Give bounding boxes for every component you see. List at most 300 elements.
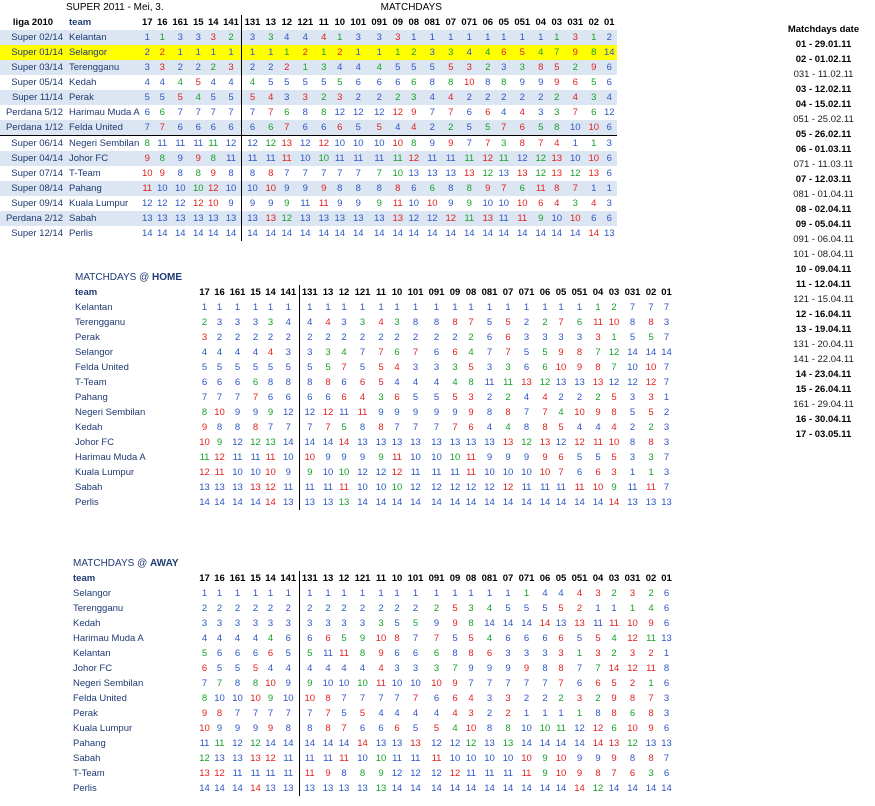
position-cell: 2 <box>542 693 548 704</box>
position-cell: 13 <box>391 738 403 749</box>
main-col-17: 17 <box>141 17 153 28</box>
team-name: Pahang <box>66 181 140 196</box>
away-col-17: 17 <box>199 573 210 584</box>
position-cell: 5 <box>285 362 291 373</box>
position-cell: 8 <box>267 377 274 388</box>
position-cell: 2 <box>629 678 636 689</box>
liga-2010-cell: Super 09/14 <box>11 198 63 209</box>
position-cell: 1 <box>140 30 155 45</box>
position-cell: 8 <box>629 693 636 704</box>
position-cell: 10 <box>391 482 403 493</box>
position-cell: 1 <box>279 45 295 60</box>
position-cell: 10 <box>299 691 320 706</box>
position-cell: 12 <box>533 151 549 166</box>
position-cell: 7 <box>337 168 343 179</box>
position-cell: 10 <box>282 693 294 704</box>
position-cell: 10 <box>484 753 495 764</box>
position-cell: 9 <box>542 768 548 779</box>
position-cell: 7 <box>595 663 601 674</box>
position-cell: 12 <box>192 198 204 209</box>
position-cell: 2 <box>394 332 400 343</box>
position-cell: 4 <box>433 708 440 719</box>
position-cell: 6 <box>663 723 670 734</box>
position-cell: 3 <box>406 90 422 105</box>
position-cell: 3 <box>538 107 544 118</box>
position-cell: 5 <box>549 60 565 75</box>
position-cell: 1 <box>611 603 617 614</box>
team-name: Harimau Muda A <box>73 633 144 644</box>
position-cell: 13 <box>232 753 243 764</box>
position-cell: 6 <box>611 723 617 734</box>
position-cell: 5 <box>629 332 636 343</box>
position-cell: 7 <box>412 693 419 704</box>
position-cell: 13 <box>645 497 657 508</box>
position-cell: 9 <box>486 663 493 674</box>
team-name: Selangor <box>75 347 114 358</box>
position-cell: 8 <box>452 648 458 659</box>
position-cell: 10 <box>214 693 225 704</box>
position-cell: 2 <box>468 332 474 343</box>
home-col-04: 04 <box>592 287 604 298</box>
position-cell: 14 <box>539 783 551 794</box>
position-cell: 4 <box>394 708 400 719</box>
position-cell: 1 <box>486 302 493 313</box>
position-cell: 4 <box>191 90 206 105</box>
position-cell: 7 <box>140 120 155 136</box>
position-cell: 4 <box>378 708 384 719</box>
position-cell: 6 <box>394 392 400 403</box>
position-cell: 6 <box>512 120 533 136</box>
position-cell: 1 <box>234 302 241 313</box>
position-cell: 11 <box>283 768 294 779</box>
position-cell: 14 <box>661 347 672 358</box>
position-cell: 9 <box>433 407 440 418</box>
position-cell: 12 <box>502 482 514 493</box>
position-cell: 9 <box>267 693 274 704</box>
position-cell: 1 <box>252 588 259 599</box>
position-cell: 2 <box>252 332 259 343</box>
position-cell: 1 <box>496 30 512 45</box>
team-name: Negeri Sembilan <box>75 407 146 418</box>
position-cell: 12 <box>279 211 295 226</box>
position-cell: 7 <box>321 168 327 179</box>
team-name: Pahang <box>73 738 106 749</box>
position-cell: 4 <box>144 77 150 88</box>
position-cell: 14 <box>608 497 620 508</box>
position-cell: 2 <box>486 392 493 403</box>
home-col-051: 051 <box>571 287 588 298</box>
position-cell: 1 <box>533 30 549 45</box>
position-cell: 4 <box>406 120 422 136</box>
position-cell: 3 <box>629 452 636 463</box>
position-cell: 7 <box>565 181 586 196</box>
position-cell: 2 <box>191 60 206 75</box>
position-cell: 14 <box>608 783 620 794</box>
position-cell: 2 <box>595 392 601 403</box>
position-cell: 5 <box>394 618 400 629</box>
position-cell: 3 <box>394 663 400 674</box>
position-cell: 14 <box>592 497 604 508</box>
position-cell: 13 <box>338 783 350 794</box>
position-cell: 14 <box>207 228 219 239</box>
position-cell: 3 <box>341 618 347 629</box>
position-cell: 10 <box>242 181 263 196</box>
position-cell: 5 <box>629 407 636 418</box>
position-cell: 6 <box>252 648 259 659</box>
position-cell: 13 <box>661 633 672 644</box>
position-cell: 12 <box>334 107 346 118</box>
position-cell: 7 <box>629 302 636 313</box>
position-cell: 2 <box>611 588 617 599</box>
away-row <box>70 781 674 796</box>
position-cell: 11 <box>214 738 225 749</box>
position-cell: 14 <box>555 497 567 508</box>
position-cell: 7 <box>234 708 241 719</box>
position-cell: 12 <box>480 151 496 166</box>
position-cell: 10 <box>465 753 477 764</box>
position-cell: 9 <box>268 198 274 209</box>
position-cell: 7 <box>267 708 274 719</box>
position-cell: 8 <box>505 723 511 734</box>
position-cell: 11 <box>299 766 320 781</box>
position-cell: 2 <box>285 603 291 614</box>
position-cell: 11 <box>646 482 656 493</box>
position-cell: 3 <box>576 332 583 343</box>
position-cell: 1 <box>422 30 443 45</box>
position-cell: 6 <box>663 588 670 599</box>
position-cell: 4 <box>422 90 443 105</box>
position-cell: 9 <box>542 452 548 463</box>
position-cell: 2 <box>263 60 279 75</box>
position-cell: 3 <box>523 648 530 659</box>
position-cell: 2 <box>433 603 440 614</box>
position-cell: 13 <box>155 211 170 226</box>
position-cell: 5 <box>234 663 241 674</box>
position-cell: 7 <box>252 392 259 403</box>
home-col-09: 09 <box>449 287 461 298</box>
position-cell: 8 <box>586 45 602 60</box>
matchday-date: 16 - 30.04.11 <box>795 414 852 425</box>
position-cell: 8 <box>177 168 183 179</box>
away-row <box>70 601 674 616</box>
position-cell: 14 <box>627 783 638 794</box>
position-cell: 11 <box>279 151 295 166</box>
position-cell: 10 <box>565 211 586 226</box>
matchday-date: 12 - 16.04.11 <box>795 309 852 320</box>
position-cell: 10 <box>250 693 261 704</box>
sheet-title: SUPER 2011 - Mei, 3. <box>66 2 164 13</box>
position-cell: 8 <box>486 723 493 734</box>
position-cell: 2 <box>221 30 242 45</box>
position-cell: 1 <box>523 588 530 599</box>
position-cell: 1 <box>433 588 440 599</box>
main-col-05: 05 <box>498 17 510 28</box>
main-col-14: 14 <box>207 17 219 28</box>
position-cell: 9 <box>279 181 295 196</box>
position-cell: 3 <box>252 618 259 629</box>
position-cell: 14 <box>484 618 495 629</box>
position-cell: 13 <box>592 377 604 388</box>
position-cell: 10 <box>555 768 567 779</box>
position-cell: 8 <box>459 181 480 196</box>
position-cell: 8 <box>341 768 347 779</box>
home-row <box>72 360 674 375</box>
position-cell: 1 <box>242 45 263 60</box>
position-cell: 8 <box>452 317 458 328</box>
position-cell: 7 <box>523 678 530 689</box>
position-cell: 8 <box>155 151 170 166</box>
position-cell: 7 <box>505 678 511 689</box>
position-cell: 7 <box>228 107 234 118</box>
position-cell: 10 <box>338 678 350 689</box>
position-cell: 9 <box>412 407 419 418</box>
position-cell: 6 <box>170 120 191 136</box>
position-cell: 8 <box>629 753 636 764</box>
home-row <box>72 480 674 495</box>
position-cell: 5 <box>195 77 201 88</box>
position-cell: 2 <box>295 45 316 60</box>
position-cell: 8 <box>549 120 565 136</box>
position-cell: 7 <box>378 347 384 358</box>
position-cell: 1 <box>263 45 279 60</box>
position-cell: 6 <box>295 120 316 136</box>
position-cell: 5 <box>595 633 601 644</box>
position-cell: 6 <box>359 377 366 388</box>
position-cell: 7 <box>359 693 366 704</box>
main-col-051: 051 <box>514 17 531 28</box>
position-cell: 7 <box>663 377 670 388</box>
position-cell: 4 <box>159 77 165 88</box>
position-cell: 4 <box>486 633 493 644</box>
position-cell: 7 <box>201 392 208 403</box>
position-cell: 9 <box>648 723 654 734</box>
position-cell: 1 <box>663 392 670 403</box>
position-cell: 14 <box>357 497 368 508</box>
position-cell: 3 <box>201 332 208 343</box>
position-cell: 10 <box>332 136 348 152</box>
position-cell: 12 <box>574 437 585 448</box>
position-cell: 10 <box>449 753 461 764</box>
position-cell: 10 <box>592 482 604 493</box>
position-cell: 13 <box>140 211 155 226</box>
position-cell: 5 <box>533 120 549 136</box>
position-cell: 11 <box>242 151 263 166</box>
position-cell: 8 <box>611 708 617 719</box>
position-cell: 3 <box>663 437 670 448</box>
position-cell: 6 <box>376 77 382 88</box>
position-cell: 12 <box>232 437 243 448</box>
position-cell: 3 <box>648 768 654 779</box>
position-cell: 14 <box>551 228 563 239</box>
position-cell: 9 <box>378 768 384 779</box>
team-name: Johor FC <box>73 663 113 674</box>
position-cell: 1 <box>505 302 511 313</box>
position-cell: 1 <box>611 332 617 343</box>
position-cell: 10 <box>322 467 334 478</box>
position-cell: 11 <box>348 151 369 166</box>
position-cell: 2 <box>523 693 530 704</box>
position-cell: 1 <box>505 588 511 599</box>
position-cell: 3 <box>201 618 208 629</box>
position-cell: 11 <box>250 452 261 463</box>
matchday-date: 09 - 05.04.11 <box>795 219 852 230</box>
position-cell: 4 <box>412 708 419 719</box>
away-col-10: 10 <box>391 573 403 584</box>
position-cell: 2 <box>648 588 654 599</box>
position-cell: 3 <box>496 60 512 75</box>
position-cell: 9 <box>378 452 384 463</box>
position-cell: 9 <box>359 633 366 644</box>
position-cell: 5 <box>285 648 291 659</box>
position-cell: 12 <box>431 738 442 749</box>
position-cell: 14 <box>588 228 600 239</box>
position-cell: 4 <box>394 362 400 373</box>
position-cell: 1 <box>325 302 331 313</box>
position-cell: 6 <box>422 181 443 196</box>
position-cell: 10 <box>482 198 494 209</box>
position-cell: 4 <box>234 347 241 358</box>
position-cell: 7 <box>542 407 548 418</box>
position-cell: 7 <box>663 362 670 373</box>
position-cell: 6 <box>542 362 548 373</box>
position-cell: 8 <box>412 317 419 328</box>
position-cell: 11 <box>392 753 402 764</box>
position-cell: 6 <box>663 678 670 689</box>
home-col-101: 101 <box>407 287 424 298</box>
position-cell: 8 <box>629 437 636 448</box>
position-cell: 2 <box>565 60 586 75</box>
position-cell: 3 <box>390 30 406 45</box>
position-cell: 4 <box>390 120 406 136</box>
position-cell: 14 <box>465 783 477 794</box>
position-cell: 11 <box>376 678 386 689</box>
position-cell: 13 <box>263 211 279 226</box>
position-cell: 12 <box>352 107 364 118</box>
position-cell: 12 <box>431 482 442 493</box>
position-cell: 3 <box>595 332 601 343</box>
position-cell: 4 <box>252 347 259 358</box>
main-col-071: 071 <box>461 17 478 28</box>
position-cell: 5 <box>486 317 493 328</box>
position-cell: 7 <box>429 107 435 118</box>
position-cell: 2 <box>542 317 548 328</box>
home-title: MATCHDAYS @ HOME <box>75 272 183 283</box>
position-cell: 6 <box>576 467 583 478</box>
position-cell: 13 <box>170 211 191 226</box>
position-cell: 4 <box>234 633 241 644</box>
position-cell: 7 <box>216 678 223 689</box>
position-cell: 5 <box>468 362 474 373</box>
position-cell: 1 <box>648 467 654 478</box>
position-cell: 1 <box>390 45 406 60</box>
position-cell: 12 <box>410 768 421 779</box>
position-cell: 5 <box>284 77 290 88</box>
position-cell: 8 <box>268 168 274 179</box>
position-cell: 2 <box>505 392 511 403</box>
position-cell: 12 <box>539 377 551 388</box>
home-row <box>72 420 674 435</box>
position-cell: 9 <box>468 663 474 674</box>
position-cell: 8 <box>486 407 493 418</box>
position-cell: 9 <box>648 618 654 629</box>
position-cell: 9 <box>337 198 343 209</box>
position-cell: 12 <box>391 467 403 478</box>
position-cell: 10 <box>250 467 261 478</box>
position-cell: 2 <box>443 120 459 136</box>
position-cell: 1 <box>201 302 208 313</box>
position-cell: 8 <box>523 422 530 433</box>
matchdays-dates <box>772 22 875 442</box>
position-cell: 10 <box>155 181 170 196</box>
position-cell: 4 <box>378 317 384 328</box>
position-cell: 5 <box>378 362 384 373</box>
position-cell: 7 <box>611 362 617 373</box>
matchday-date: 06 - 01.03.11 <box>795 144 852 155</box>
position-cell: 5 <box>348 120 369 136</box>
home-col-15: 15 <box>250 287 261 298</box>
position-cell: 6 <box>216 648 223 659</box>
position-cell: 13 <box>661 497 672 508</box>
position-cell: 8 <box>252 678 259 689</box>
position-cell: 6 <box>242 120 263 136</box>
position-cell: 2 <box>480 60 496 75</box>
away-col-031: 031 <box>624 573 641 584</box>
position-cell: 5 <box>558 603 564 614</box>
position-cell: 9 <box>595 407 601 418</box>
position-cell: 11 <box>556 723 566 734</box>
position-cell: 11 <box>214 467 225 478</box>
position-cell: 10 <box>282 452 294 463</box>
position-cell: 12 <box>141 198 153 209</box>
position-cell: 13 <box>603 228 615 239</box>
position-cell: 9 <box>595 753 601 764</box>
position-cell: 9 <box>170 151 191 166</box>
position-cell: 8 <box>378 422 384 433</box>
away-col-04: 04 <box>592 573 604 584</box>
position-cell: 14 <box>232 783 243 794</box>
position-cell: 5 <box>452 633 458 644</box>
position-cell: 10 <box>549 211 565 226</box>
position-cell: 9 <box>285 467 291 478</box>
position-cell: 1 <box>394 302 400 313</box>
position-cell: 9 <box>452 618 458 629</box>
position-cell: 13 <box>322 783 334 794</box>
position-cell: 9 <box>433 618 440 629</box>
position-cell: 12 <box>265 753 276 764</box>
position-cell: 6 <box>663 603 670 614</box>
position-cell: 1 <box>332 30 348 45</box>
position-cell: 9 <box>466 198 472 209</box>
position-cell: 10 <box>586 120 602 136</box>
position-cell: 12 <box>322 407 334 418</box>
position-cell: 11 <box>390 151 406 166</box>
position-cell: 7 <box>325 422 331 433</box>
position-cell: 2 <box>201 603 208 614</box>
position-cell: 13 <box>627 497 638 508</box>
position-cell: 10 <box>555 362 567 373</box>
position-cell: 8 <box>505 407 511 418</box>
liga-2010-cell: Super 05/14 <box>11 77 63 88</box>
position-cell: 12 <box>242 136 263 152</box>
position-cell: 6 <box>452 693 458 704</box>
position-cell: 4 <box>505 422 511 433</box>
position-cell: 6 <box>406 181 422 196</box>
dates-header: Matchdays date <box>787 24 860 35</box>
position-cell: 4 <box>565 90 586 105</box>
position-cell: 6 <box>602 151 617 166</box>
position-cell: 6 <box>433 648 440 659</box>
position-cell: 14 <box>574 783 585 794</box>
